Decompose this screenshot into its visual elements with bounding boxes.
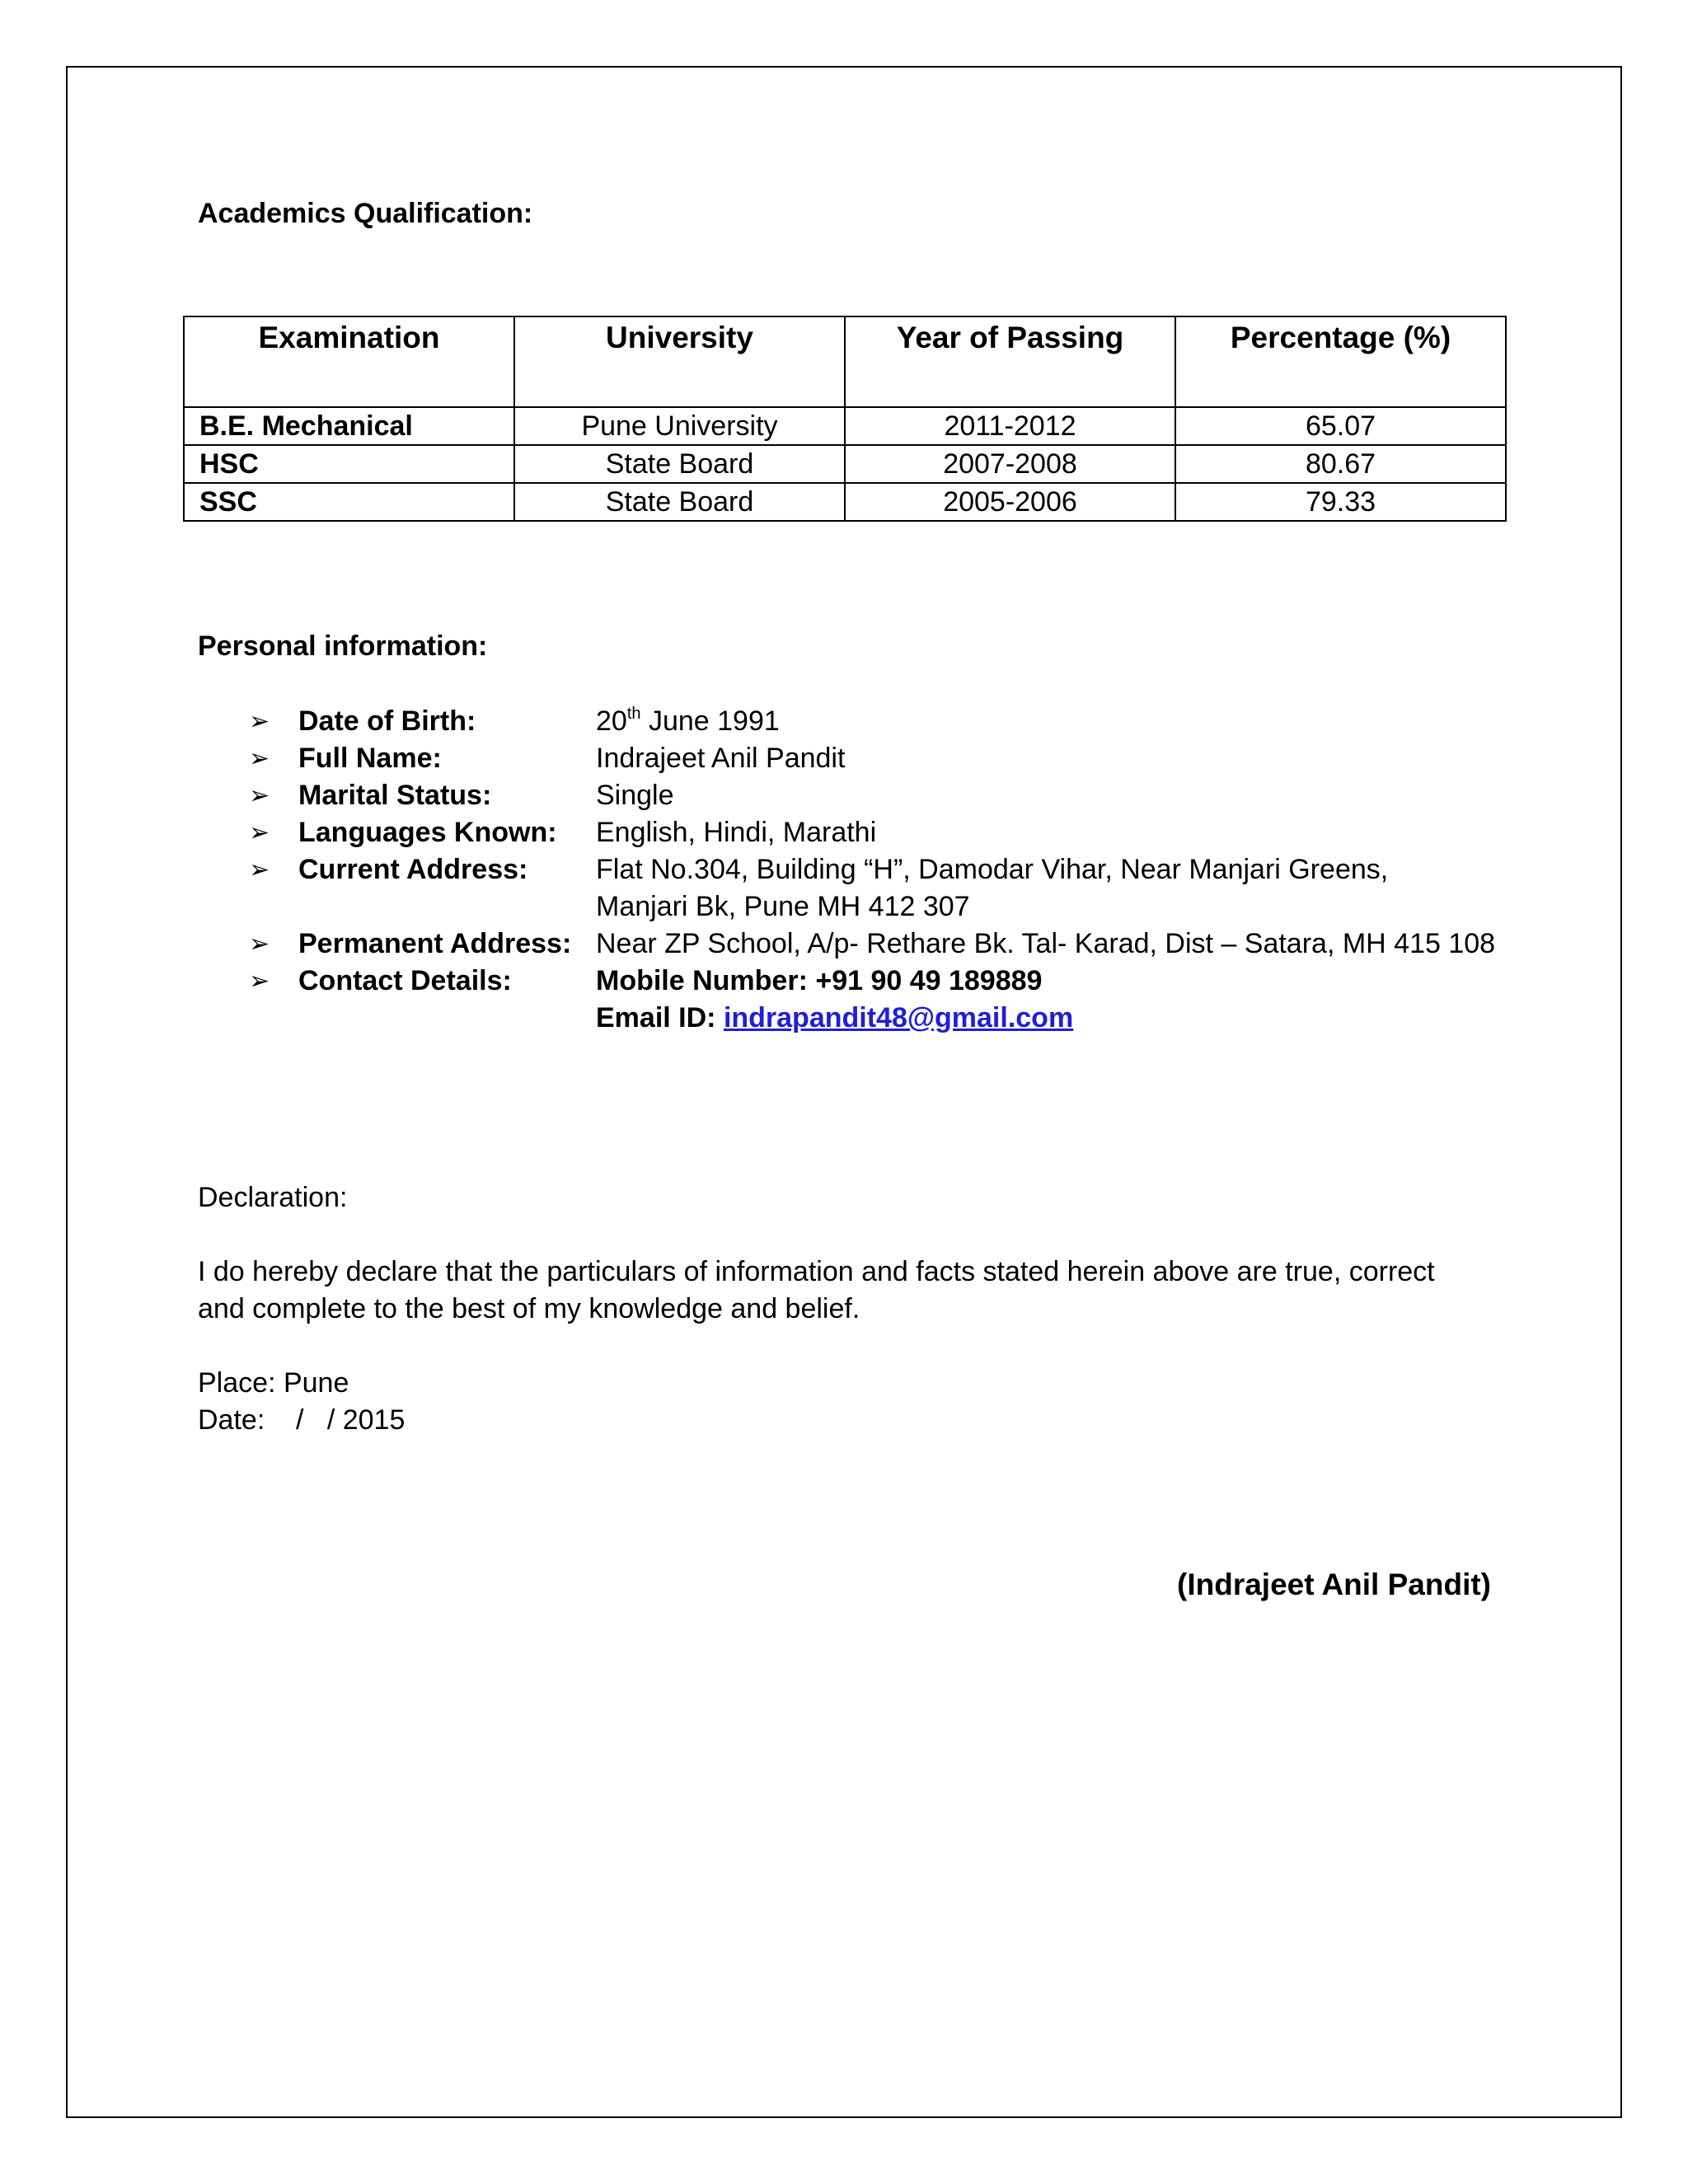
table-cell: 2011-2012: [845, 407, 1175, 445]
table-cell: 79.33: [1175, 483, 1506, 521]
arrow-bullet-icon: ➢: [249, 930, 270, 958]
table-row: [184, 407, 1506, 445]
table-row: [184, 445, 1506, 483]
email-link[interactable]: indrapandit48@gmail.com: [723, 1002, 1074, 1033]
table-cell: 80.67: [1175, 445, 1506, 483]
languages-value: English, Hindi, Marathi: [596, 817, 877, 848]
date-text: Date: / / 2015: [198, 1404, 406, 1436]
arrow-bullet-icon: ➢: [249, 782, 270, 809]
table-header-row: [184, 316, 1506, 407]
arrow-bullet-icon: ➢: [249, 968, 270, 995]
signature-name: (Indrajeet Anil Pandit): [1177, 1568, 1491, 1601]
table-cell: 2007-2008: [845, 445, 1175, 483]
full-name-value: Indrajeet Anil Pandit: [596, 743, 846, 774]
mobile-number: Mobile Number: +91 90 49 189889: [596, 965, 1043, 996]
academics-heading: Academics Qualification:: [198, 198, 533, 229]
info-row-contact: [0, 963, 1688, 1000]
table-cell: 65.07: [1175, 407, 1506, 445]
table-cell: 2005-2006: [845, 483, 1175, 521]
arrow-bullet-icon: ➢: [249, 708, 270, 735]
arrow-bullet-icon: ➢: [249, 745, 270, 772]
info-row-marital: [0, 777, 1688, 814]
table-cell: State Board: [514, 483, 845, 521]
column-header: Year of Passing: [845, 316, 1175, 407]
permanent-address-value: Near ZP School, A/p- Rethare Bk. Tal- Karad, Dist – Satara, MH 415 108: [596, 928, 1496, 959]
current-address-label: Current Address:: [298, 854, 528, 885]
info-row-permanent-address: [0, 926, 1688, 963]
table-cell: Pune University: [514, 407, 845, 445]
personal-heading: Personal information:: [198, 630, 488, 662]
info-row-email: [0, 1000, 1688, 1037]
arrow-bullet-icon: ➢: [249, 819, 270, 846]
info-row-languages: [0, 814, 1688, 851]
table-cell: SSC: [184, 483, 514, 521]
table-cell: State Board: [514, 445, 845, 483]
arrow-bullet-icon: ➢: [249, 856, 270, 883]
dob-suffix: th: [626, 705, 641, 723]
column-header: University: [514, 316, 845, 407]
dob-day: 20: [596, 705, 627, 737]
permanent-address-label: Permanent Address:: [298, 928, 572, 959]
current-address-line2: Manjari Bk, Pune MH 412 307: [596, 891, 970, 922]
table-row: [184, 483, 1506, 521]
declaration-line2: and complete to the best of my knowledge and belief.: [198, 1293, 860, 1324]
email-label: Email ID:: [596, 1002, 724, 1033]
dob-rest: June 1991: [640, 705, 780, 737]
current-address-line1: Flat No.304, Building “H”, Damodar Vihar, Near Manjari Greens,: [596, 854, 1389, 885]
declaration-heading: Declaration:: [198, 1182, 348, 1213]
info-row-name: [0, 740, 1688, 777]
table-cell: HSC: [184, 445, 514, 483]
dob-value: [596, 703, 780, 740]
marital-label: Marital Status:: [298, 780, 492, 811]
marital-value: Single: [596, 780, 674, 811]
place-text: Place: Pune: [198, 1367, 349, 1399]
contact-label: Contact Details:: [298, 965, 512, 996]
declaration-line1: I do hereby declare that the particulars of information and facts stated herein above are true, correct: [198, 1256, 1435, 1287]
column-header: Percentage (%): [1175, 316, 1506, 407]
table-cell: B.E. Mechanical: [184, 407, 514, 445]
column-header: Examination: [184, 316, 514, 407]
info-row-current-address: [0, 851, 1688, 888]
email-line: [596, 1000, 1073, 1037]
academics-table: [183, 316, 1507, 522]
info-row-dob: [0, 703, 1688, 740]
info-row-current-address-cont: [0, 888, 1688, 926]
full-name-label: Full Name:: [298, 743, 442, 774]
dob-label: Date of Birth:: [298, 705, 476, 737]
languages-label: Languages Known:: [298, 817, 557, 848]
